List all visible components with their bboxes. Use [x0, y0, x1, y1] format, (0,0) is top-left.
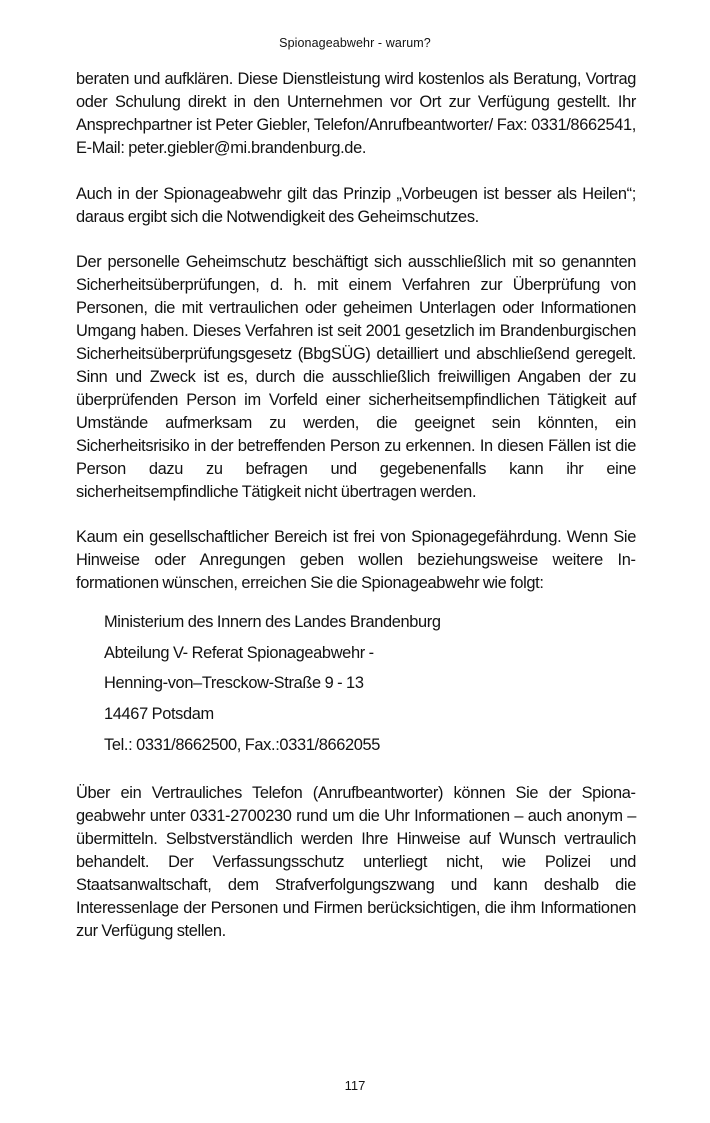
- running-header: Spionageabwehr - warum?: [279, 36, 431, 50]
- address-line-phone-fax: Tel.: 0331/8662500, Fax.:0331/8662055: [104, 735, 381, 754]
- paragraph-contact-intro: Kaum ein gesellschaftlicher Bereich ist frei von Spionagegefährdung. Wenn Sie Hinweise oder Anregungen geben wollen beziehungsweise weitere Informationen wünschen, erreichen Sie die Spionageabwehr wie folgt:: [76, 528, 636, 593]
- paragraph-confidential-phone: Über ein Vertrauliches Telefon (Anrufbeantworter) können Sie der Spionageabwehr unter 0331-2700230 rund um die Uhr Informationen – auch anonym – übermitteln. Selbstverständlich werden Ihre Hinweise auf Wunsch vertraulich behandelt. Der Verfassungsschutz unterliegt nicht, wie Polizei und Staatsanwaltschaft, dem Strafverfolgungszwang und kann deshalb die Interessenlage der Personen und Firmen berücksichtigen, die ihm Informationen zur Verfügung stellen.: [76, 784, 636, 940]
- address-line-city: 14467 Potsdam: [104, 704, 214, 723]
- paragraph-consulting: beraten und aufklären. Diese Dienstleistung wird kostenlos als Beratung, Vortrag oder Schulung direkt in den Unternehmen vor Ort zur Verfügung gestellt. Ihr Ansprechpartner ist Peter Giebler, Telefon/Anrufbeantworter/ Fax: 0331/8662541, E-Mail: peter.giebler@mi.brandenburg.de.: [76, 70, 636, 157]
- paragraph-prevention: Auch in der Spionageabwehr gilt das Prinzip „Vorbeugen ist besser als Heilen“; daraus ergibt sich die Notwendigkeit des Geheimschutzes.: [76, 184, 636, 226]
- address-line-ministry: Ministerium des Innern des Landes Brandenburg: [104, 613, 441, 632]
- paragraph-personnel-security: Der personelle Geheimschutz beschäftigt sich ausschließlich mit so genannten Sicherheitsüberprüfungen, d. h. mit einem Verfahren zur Überprüfung von Personen, die mit vertraulichen oder geheimen Unterlagen oder Informationen Umgang haben. Dieses Verfahren ist seit 2001 gesetzlich im Brandenburgischen Sicherheitsüberprüfungsgesetz (BbgSÜG) detailliert und abschließend geregelt. Sinn und Zweck ist es, durch die ausschließlich freiwilligen Angaben der zu überprüfenden Person im Vorfeld einer sicherheitsempfindlichen Tätigkeit auf Umstände aufmerksam zu werden, die geeignet sein könnten, ein Sicherheitsrisiko in der betreffenden Person zu erkennen. In diesen Fällen ist die Person dazu zu befragen und gegebenenfalls kann ihr eine sicherheitsempfindliche Tätigkeit nicht übertragen werden.: [76, 253, 636, 501]
- contact-address: [104, 607, 636, 760]
- page-number: 117: [344, 1078, 366, 1093]
- address-line-department: Abteilung V- Referat Spionageabwehr -: [104, 643, 374, 662]
- page-body: [76, 68, 636, 965]
- address-line-street: Henning-von–Tresckow-Straße 9 - 13: [104, 674, 364, 693]
